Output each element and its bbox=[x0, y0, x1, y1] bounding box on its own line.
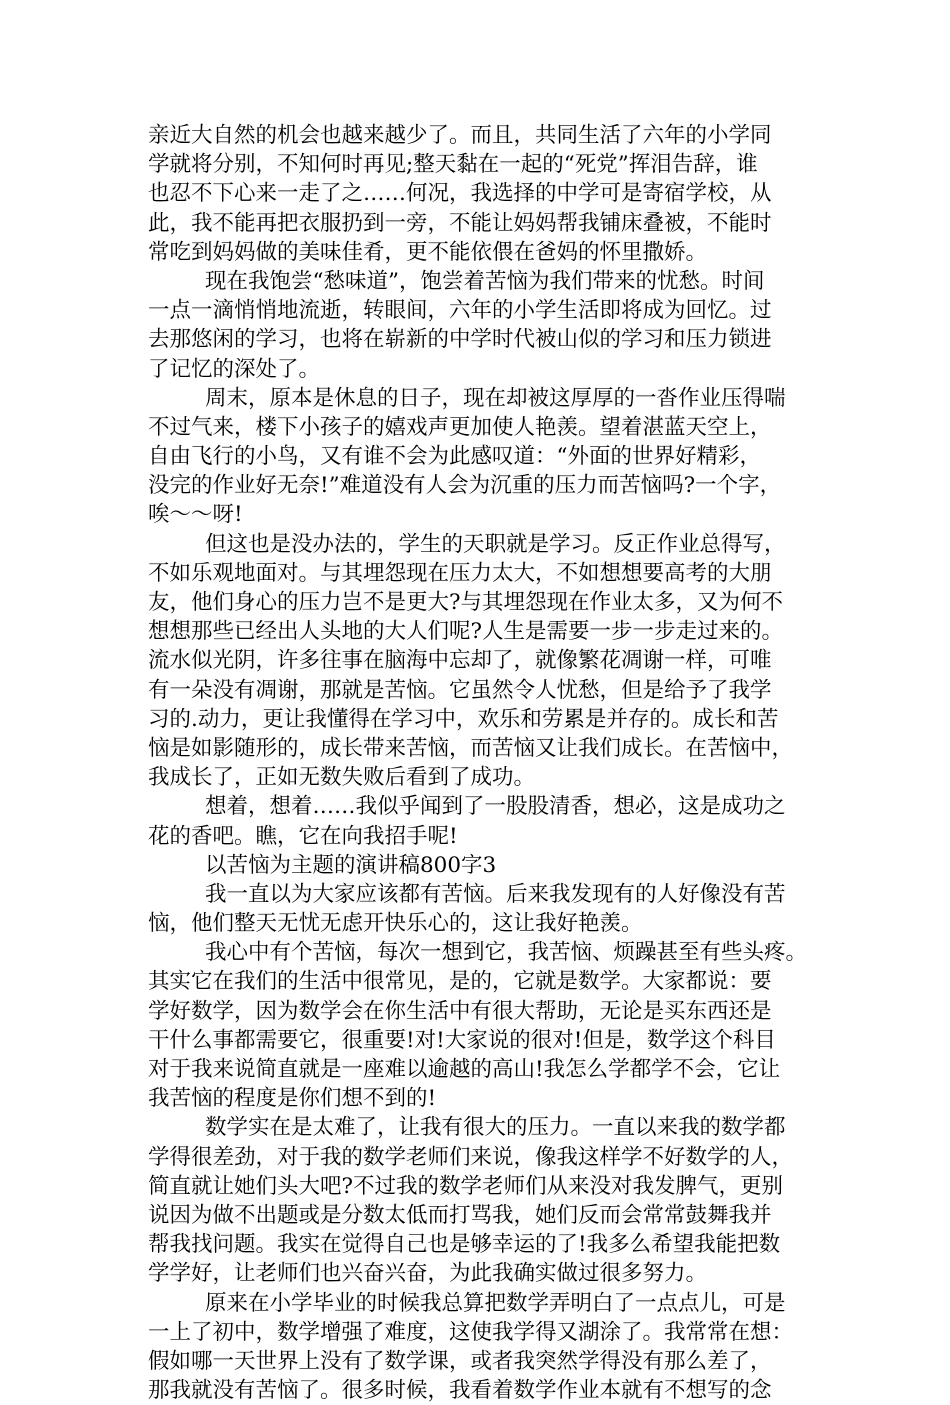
text-line: 我苦恼的程度是你们想不到的! bbox=[148, 1086, 437, 1112]
text-line: 习的.动力，更让我懂得在学习中，欢乐和劳累是并存的。成长和苦 bbox=[148, 706, 779, 732]
text-line: 友，他们身心的压力岂不是更大?与其埋怨现在作业太多，又为何不 bbox=[148, 590, 784, 615]
text-line: 唉～～呀! bbox=[148, 502, 243, 528]
text-line: 想想那些已经出人头地的大人们呢?人生是需要一步一步走过来的。 bbox=[148, 619, 784, 645]
text-line: 花的香吧。瞧，它在向我招手呢! bbox=[148, 823, 458, 849]
text-line: 简直就让她们头大吧?不过我的数学老师们从来没对我发脾气，更别 bbox=[148, 1173, 784, 1199]
text-line: 恼，他们整天无忧无虑开快乐心的，这让我好艳羡。 bbox=[148, 911, 643, 937]
text-line: 亲近大自然的机会也越来越少了。而且，共同生活了六年的小学同 bbox=[148, 123, 772, 148]
text-line: 说因为做不出题或是分数太低而打骂我，她们反而会常常鼓舞我并 bbox=[148, 1202, 772, 1228]
text-line: 不过气来，楼下小孩子的嬉戏声更加使人艳羡。望着湛蓝天空上， bbox=[148, 414, 772, 440]
text-line: 自由飞行的小鸟，又有谁不会为此感叹道：“外面的世界好精彩， bbox=[148, 444, 761, 470]
text-line: 以苦恼为主题的演讲稿800字3 bbox=[205, 852, 497, 878]
text-line: 帮我找问题。我实在觉得自己也是够幸运的了!我多么希望我能把数 bbox=[148, 1232, 781, 1258]
text-line: 不如乐观地面对。与其埋怨现在压力太大，不如想想要高考的大朋 bbox=[148, 560, 772, 586]
text-line: 其实它在我们的生活中很常见，是的，它就是数学。大家都说：要 bbox=[148, 969, 772, 995]
text-line: 一上了初中，数学增强了难度，这使我学得又湖涂了。我常常在想： bbox=[148, 1319, 794, 1345]
text-line: 此，我不能再把衣服扔到一旁，不能让妈妈帮我铺床叠被，不能时 bbox=[148, 210, 772, 236]
text-line: 也忍不下心来一走了之……何况，我选择的中学可是寄宿学校，从 bbox=[148, 181, 772, 207]
text-line: 一点一滴悄悄地流逝，转眼间，六年的小学生活即将成为回忆。过 bbox=[148, 298, 772, 324]
text-line: 干什么事都需要它，很重要!对!大家说的很对!但是，数学这个科目 bbox=[148, 1027, 776, 1053]
text-line: 有一朵没有凋谢，那就是苦恼。它虽然令人忧愁，但是给予了我学 bbox=[148, 677, 772, 703]
text-line: 但这也是没办法的，学生的天职就是学习。反正作业总得写， bbox=[205, 531, 786, 557]
text-line: 我心中有个苦恼，每次一想到它，我苦恼、烦躁甚至有些头疼。 bbox=[205, 940, 808, 966]
text-line: 学好数学，因为数学会在你生活中有很大帮助，无论是买东西还是 bbox=[148, 998, 772, 1024]
text-line: 流水似光阴，许多往事在脑海中忘却了，就像繁花凋谢一样，可唯 bbox=[148, 648, 772, 674]
text-line: 恼是如影随形的，成长带来苦恼，而苦恼又让我们成长。在苦恼中， bbox=[148, 735, 794, 761]
text-line: 现在我饱尝“愁味道”，饱尝着苦恼为我们带来的忧愁。时间 bbox=[205, 268, 765, 294]
text-line: 学学好，让老师们也兴奋兴奋，为此我确实做过很多努力。 bbox=[148, 1261, 708, 1287]
text-line: 假如哪一天世界上没有了数学课，或者我突然学得没有那么差了， bbox=[148, 1348, 772, 1374]
text-line: 学就将分别，不知何时再见;整天黏在一起的“死党”挥泪告辞，谁 bbox=[148, 152, 758, 178]
document-body bbox=[148, 121, 808, 1405]
text-line: 学得很差劲，对于我的数学老师们来说，像我这样学不好数学的人， bbox=[148, 1144, 794, 1170]
text-line: 原来在小学毕业的时候我总算把数学弄明白了一点点儿，可是 bbox=[205, 1290, 786, 1316]
text-line: 数学实在是太难了，让我有很大的压力。一直以来我的数学都 bbox=[205, 1115, 786, 1141]
text-line: 周末，原本是休息的日子，现在却被这厚厚的一沓作业压得喘 bbox=[205, 385, 786, 411]
text-line: 我一直以为大家应该都有苦恼。后来我发现有的人好像没有苦 bbox=[205, 881, 786, 907]
text-line: 去那悠闲的学习，也将在崭新的中学时代被山似的学习和压力锁进 bbox=[148, 327, 772, 353]
text-line: 对于我来说简直就是一座难以逾越的高山!我怎么学都学不会，它让 bbox=[148, 1057, 781, 1082]
text-line: 我成长了，正如无数失败后看到了成功。 bbox=[148, 765, 536, 791]
text-line: 那我就没有苦恼了。很多时候，我看着数学作业本就有不想写的念 bbox=[148, 1378, 772, 1404]
text-line: 常吃到妈妈做的美味佳肴，更不能依偎在爸妈的怀里撒娇。 bbox=[148, 239, 708, 265]
text-line: 没完的作业好无奈!”难道没有人会为沉重的压力而苦恼吗?一个字， bbox=[148, 473, 782, 499]
text-line: 想着，想着……我似乎闻到了一股股清香，想必，这是成功之 bbox=[205, 794, 786, 820]
text-line: 了记忆的深处了。 bbox=[148, 356, 321, 382]
